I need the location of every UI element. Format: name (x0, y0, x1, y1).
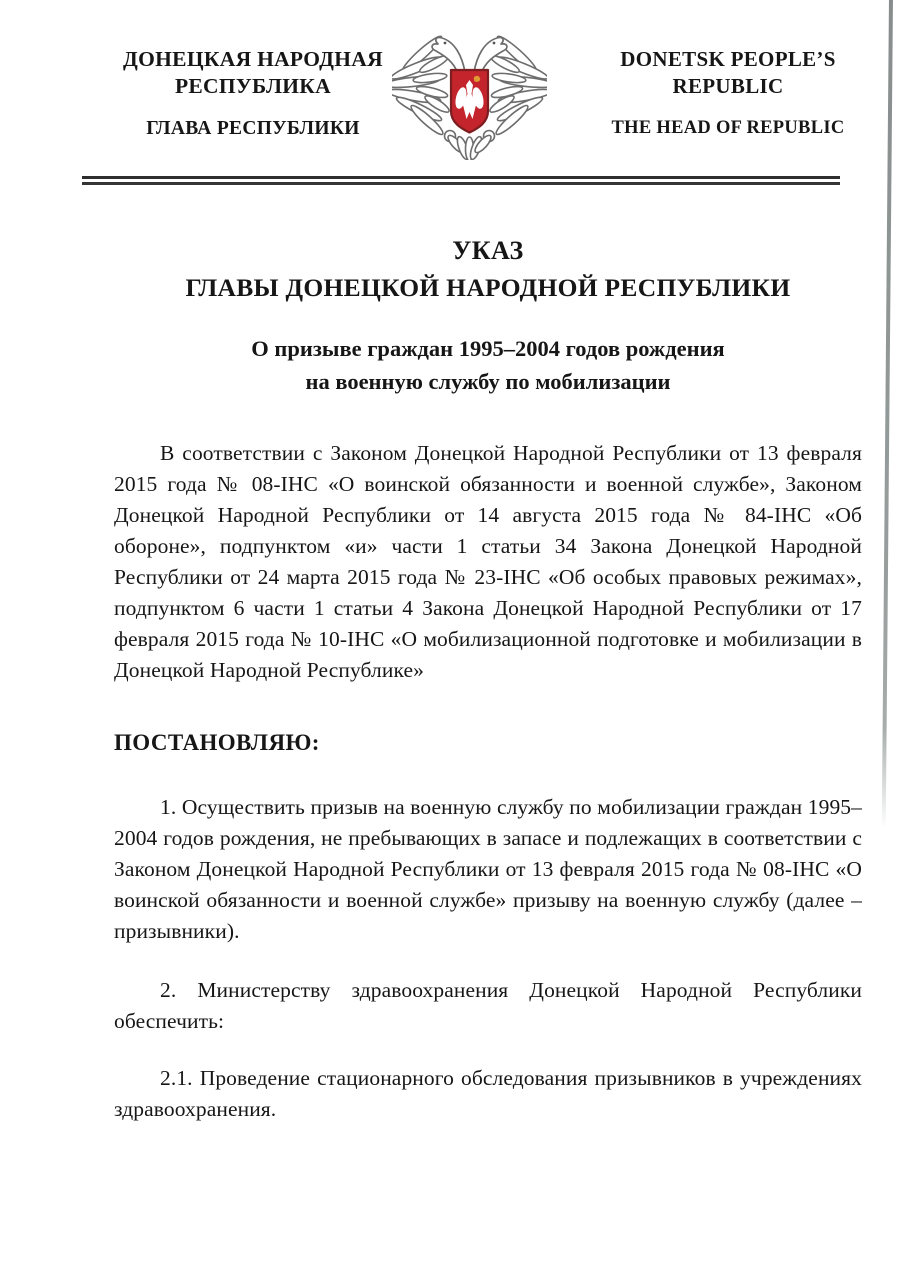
decree-issuer-title: ГЛАВЫ ДОНЕЦКОЙ НАРОДНОЙ РЕСПУБЛИКИ (185, 273, 791, 302)
preamble-paragraph: В соответствии с Законом Донецкой Народной Республики от 13 февраля 2015 года № 08-ІНС «О воинской обязанности и военной службе», Законом Донецкой Народной Республики от 14 августа 2015 года № 84-ІНС «Об обороне», подпунктом «и» части 1 статьи 34 Закона Донецкой Народной Республики от 24 марта 2015 года № 23-ІНС «Об особых правовых режимах», подпунктом 6 части 1 статьи 4 Закона Донецкой Народной Республики от 17 февраля 2015 года № 10-ІНС «О мобилизационной подготовке и мобилизации в Донецкой Народной Республике» (114, 441, 862, 682)
decree-item-2: 2. Министерству здравоохранения Донецкой Народной Республики обеспечить: (114, 978, 862, 1033)
decree-item-1: 1. Осуществить призыв на военную службу по мобилизации граждан 1995–2004 годов рождения, не пребывающих в запасе и подлежащих в соответствии с Законом Донецкой Народной Республики от 13 февраля 2015 года № 08-ІНС «О воинской обязанности и военной службе» призыву на военную службу (далее – призывники). (114, 795, 862, 943)
eagle-heads (432, 37, 507, 74)
decree-subject-line2: на военную службу по мобилизации (305, 369, 671, 394)
decree-type-title: УКАЗ (452, 236, 524, 265)
header-separator-rule (82, 176, 840, 185)
dnr-coat-of-arms-emblem (392, 23, 547, 160)
org-name-ru (116, 46, 390, 100)
decree-subject (114, 332, 862, 398)
org-name-ru-line1: ДОНЕЦКАЯ НАРОДНАЯ (123, 47, 383, 71)
org-name-en (584, 46, 872, 100)
header-right-block (584, 46, 872, 139)
page-edge-shadow (882, 0, 893, 828)
resolution-word: ПОСТАНОВЛЯЮ: (114, 730, 320, 755)
dept-name-en: THE HEAD OF REPUBLIC (611, 118, 845, 138)
org-name-en-line1: DONETSK PEOPLE’S (620, 47, 836, 71)
header-left-block (116, 46, 390, 140)
decree-item-3: 2.1. Проведение стационарного обследования призывников в учреждениях здравоохранения. (114, 1066, 862, 1121)
org-name-ru-line2: РЕСПУБЛИКА (174, 74, 332, 98)
eagle-tail (445, 131, 495, 161)
decree-subject-line1: О призыве граждан 1995–2004 годов рождения (251, 336, 725, 361)
org-name-en-line2: REPUBLIC (672, 74, 784, 98)
decree-body (114, 236, 862, 1125)
dept-name-ru: ГЛАВА РЕСПУБЛИКИ (146, 118, 360, 139)
